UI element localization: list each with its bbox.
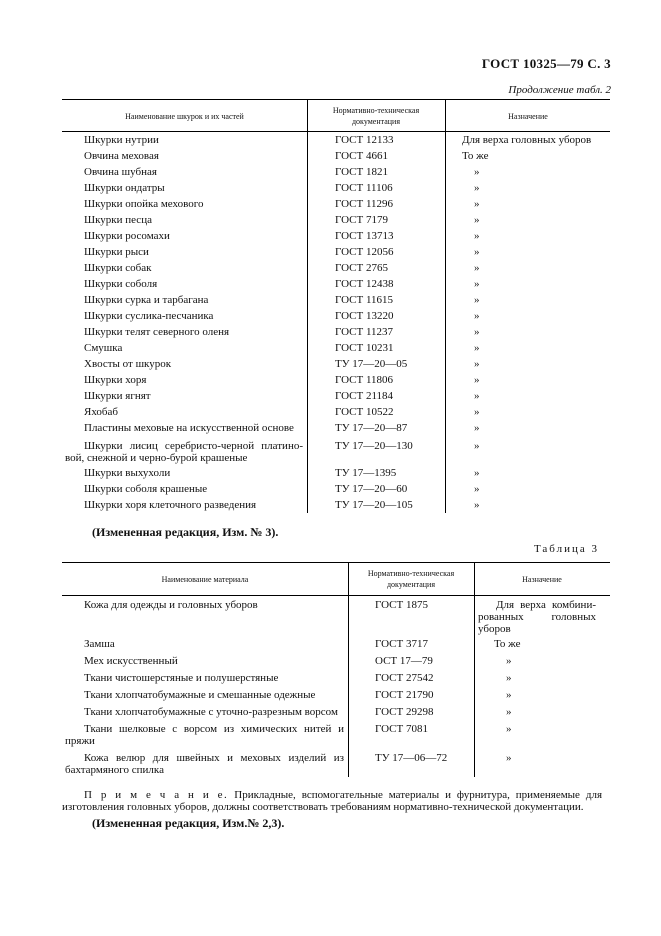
table2-row-purpose: » bbox=[474, 230, 480, 242]
table3-row-purpose: » bbox=[506, 672, 512, 684]
table2-row-doc: ГОСТ 11806 bbox=[335, 374, 394, 386]
table2-col-doc: Нормативно-техническая документация bbox=[332, 106, 420, 126]
table3-row-purpose: » bbox=[506, 723, 512, 735]
table2-row-name: Шкурки собак bbox=[84, 262, 152, 274]
table2-row-doc: ГОСТ 21184 bbox=[335, 390, 394, 402]
table2-row-doc: ГОСТ 7179 bbox=[335, 214, 388, 226]
table2-col-divider-2 bbox=[445, 99, 446, 131]
final-change-note: (Измененная редакция, Изм.№ 2,3). bbox=[92, 816, 285, 830]
table3-row-doc: ОСТ 17—79 bbox=[375, 655, 433, 667]
table2-row-name: Шкурки суслика-песчаника bbox=[84, 310, 214, 322]
table2-body-divider-1 bbox=[307, 131, 308, 513]
table2-row-purpose: » bbox=[474, 310, 480, 322]
table3-row-name: Мех искусственный bbox=[84, 655, 178, 667]
table2-row-name: Пластины меховые на искусственной основе bbox=[84, 422, 294, 434]
table2-row-name: Шкурки лисиц серебристо-черной платино-вой, снежной и черно-бурой крашеные bbox=[65, 440, 303, 464]
table2-row-doc: ГОСТ 13713 bbox=[335, 230, 394, 242]
table2-row-purpose: » bbox=[474, 182, 480, 194]
table2-row-name: Шкурки песца bbox=[84, 214, 152, 226]
table3-row-doc: ГОСТ 3717 bbox=[375, 638, 428, 650]
table2-row-purpose: » bbox=[474, 483, 480, 495]
table3-row-doc: ТУ 17—06—72 bbox=[375, 752, 448, 764]
table2-row-doc: ГОСТ 10522 bbox=[335, 406, 394, 418]
table2-row-name: Шкурки телят северного оленя bbox=[84, 326, 230, 338]
table2-row-purpose: » bbox=[474, 278, 480, 290]
table2-row-name: Шкурки хоря bbox=[84, 374, 147, 386]
table3-row-name: Ткани шелковые с ворсом из химических нитей и пряжи bbox=[65, 723, 344, 747]
table2-row-purpose: » bbox=[474, 406, 480, 418]
table2-col-divider-1 bbox=[307, 99, 308, 131]
table2-top-rule bbox=[62, 99, 610, 100]
table2-row-doc: ГОСТ 1821 bbox=[335, 166, 388, 178]
table3-col-name: Наименование материала bbox=[161, 575, 249, 584]
table2-row-name: Шкурки рыси bbox=[84, 246, 149, 258]
table2-row-doc: ГОСТ 10231 bbox=[335, 342, 394, 354]
table2-row-purpose: » bbox=[474, 440, 480, 452]
table2-row-name: Шкурки росомахи bbox=[84, 230, 170, 242]
table2-row-doc: ГОСТ 12438 bbox=[335, 278, 394, 290]
table2-row-name: Шкурки сурка и тарбагана bbox=[84, 294, 209, 306]
table2-row-name: Шкурки соболя bbox=[84, 278, 158, 290]
table2-row-purpose: То же bbox=[462, 150, 489, 162]
table2-row-doc: ГОСТ 11296 bbox=[335, 198, 394, 210]
table2-row-name: Шкурки соболя крашеные bbox=[84, 483, 208, 495]
table2-row-name: Овчина шубная bbox=[84, 166, 157, 178]
table2-row-doc: ТУ 17—1395 bbox=[335, 467, 397, 479]
table2-row-doc: ГОСТ 13220 bbox=[335, 310, 394, 322]
table2-row-purpose: » bbox=[474, 294, 480, 306]
table2-row-doc: ТУ 17—20—60 bbox=[335, 483, 408, 495]
table3-row-purpose: Для верха комбини-рованных головных уборов bbox=[478, 599, 596, 635]
footnote-lead: П р и м е ч а н и е. bbox=[84, 789, 229, 801]
table2-row-purpose: » bbox=[474, 326, 480, 338]
table2-row-name: Овчина меховая bbox=[84, 150, 159, 162]
table3-row-name: Ткани чистошерстяные и полушерстяные bbox=[84, 672, 279, 684]
table-continuation-label: Продолжение табл. 2 bbox=[508, 84, 611, 96]
table2-row-purpose: » bbox=[474, 198, 480, 210]
table2-row-doc: ГОСТ 11615 bbox=[335, 294, 394, 306]
table2-row-doc: ГОСТ 11237 bbox=[335, 326, 394, 338]
table2-row-doc: ГОСТ 11106 bbox=[335, 182, 393, 194]
table2-row-purpose: Для верха головных уборов bbox=[462, 134, 592, 146]
table2-header-rule bbox=[62, 131, 610, 132]
table2-row-purpose: » bbox=[474, 358, 480, 370]
table2-row-name: Шкурки ягнят bbox=[84, 390, 151, 402]
table3-row-name: Ткани хлопчатобумажные и смешанные одежные bbox=[84, 689, 316, 701]
table2-row-purpose: » bbox=[474, 390, 480, 402]
table2-row-name: Шкурки опойка мехового bbox=[84, 198, 204, 210]
table3-row-name: Замша bbox=[84, 638, 115, 650]
table2-row-name: Шкурки нутрии bbox=[84, 134, 159, 146]
table2-row-purpose: » bbox=[474, 262, 480, 274]
table3-row-doc: ГОСТ 29298 bbox=[375, 706, 434, 718]
table2-row-doc: ТУ 17—20—05 bbox=[335, 358, 408, 370]
table2-row-name: Яхобаб bbox=[84, 406, 118, 418]
table2-row-doc: ГОСТ 2765 bbox=[335, 262, 388, 274]
table2-row-purpose: » bbox=[474, 374, 480, 386]
table3-row-doc: ГОСТ 21790 bbox=[375, 689, 434, 701]
table2-col-name: Наименование шкурок и их частей bbox=[125, 112, 244, 121]
table2-row-name: Шкурки ондатры bbox=[84, 182, 165, 194]
table2-row-purpose: » bbox=[474, 166, 480, 178]
table2-row-doc: ТУ 17—20—105 bbox=[335, 499, 413, 511]
table2-row-name: Шкурки выхухоли bbox=[84, 467, 171, 479]
table2-row-doc: ГОСТ 12056 bbox=[335, 246, 394, 258]
table2-row-name: Шкурки хоря клеточного разведения bbox=[84, 499, 257, 511]
table2-row-purpose: » bbox=[474, 342, 480, 354]
table2-row-doc: ГОСТ 4661 bbox=[335, 150, 388, 162]
table3-row-purpose: » bbox=[506, 706, 512, 718]
table3-row-purpose: То же bbox=[494, 638, 521, 650]
table3-row-purpose: » bbox=[506, 689, 512, 701]
table2-row-purpose: » bbox=[474, 467, 480, 479]
table3-row-purpose: » bbox=[506, 655, 512, 667]
table2-row-doc: ГОСТ 12133 bbox=[335, 134, 394, 146]
table3-header-rule bbox=[62, 595, 610, 596]
table2-body-divider-2 bbox=[445, 131, 446, 513]
footnote bbox=[62, 789, 602, 813]
table2-change-note: (Измененная редакция, Изм. № 3). bbox=[92, 525, 279, 539]
table3-row-doc: ГОСТ 7081 bbox=[375, 723, 428, 735]
table2-row-purpose: » bbox=[474, 246, 480, 258]
footnote-text: Прикладные, вспомогательные материалы и фурнитура, применяемые для изготовления головных уборов, должны соответствовать требованиям нормативно-технической документации. bbox=[62, 789, 603, 813]
table2-row-name: Смушка bbox=[84, 342, 123, 354]
table3-row-name: Кожа для одежды и головных уборов bbox=[84, 599, 258, 611]
table3-col-doc: Нормативно-техническая документация bbox=[367, 569, 455, 589]
table3-row-name: Ткани хлопчатобумажные с уточно-разрезным ворсом bbox=[84, 706, 338, 718]
table2-row-doc: ТУ 17—20—87 bbox=[335, 422, 408, 434]
table3-row-name: Кожа велюр для швейных и меховых изделий из бахтармяного спилка bbox=[65, 752, 344, 776]
table2-row-name: Хвосты от шкурок bbox=[84, 358, 172, 370]
table2-row-purpose: » bbox=[474, 499, 480, 511]
table3-top-rule bbox=[62, 562, 610, 563]
table2-row-doc: ТУ 17—20—130 bbox=[335, 440, 413, 452]
table2-col-purpose: Назначение bbox=[508, 112, 548, 121]
table2-row-purpose: » bbox=[474, 214, 480, 226]
table3-col-purpose: Назначение bbox=[522, 575, 562, 584]
table3-row-doc: ГОСТ 27542 bbox=[375, 672, 434, 684]
table2-row-purpose: » bbox=[474, 422, 480, 434]
table3-row-doc: ГОСТ 1875 bbox=[375, 599, 428, 611]
table3-row-purpose: » bbox=[506, 752, 512, 764]
table3-label: Таблица 3 bbox=[533, 543, 599, 555]
page-header: ГОСТ 10325—79 С. 3 bbox=[481, 56, 611, 71]
